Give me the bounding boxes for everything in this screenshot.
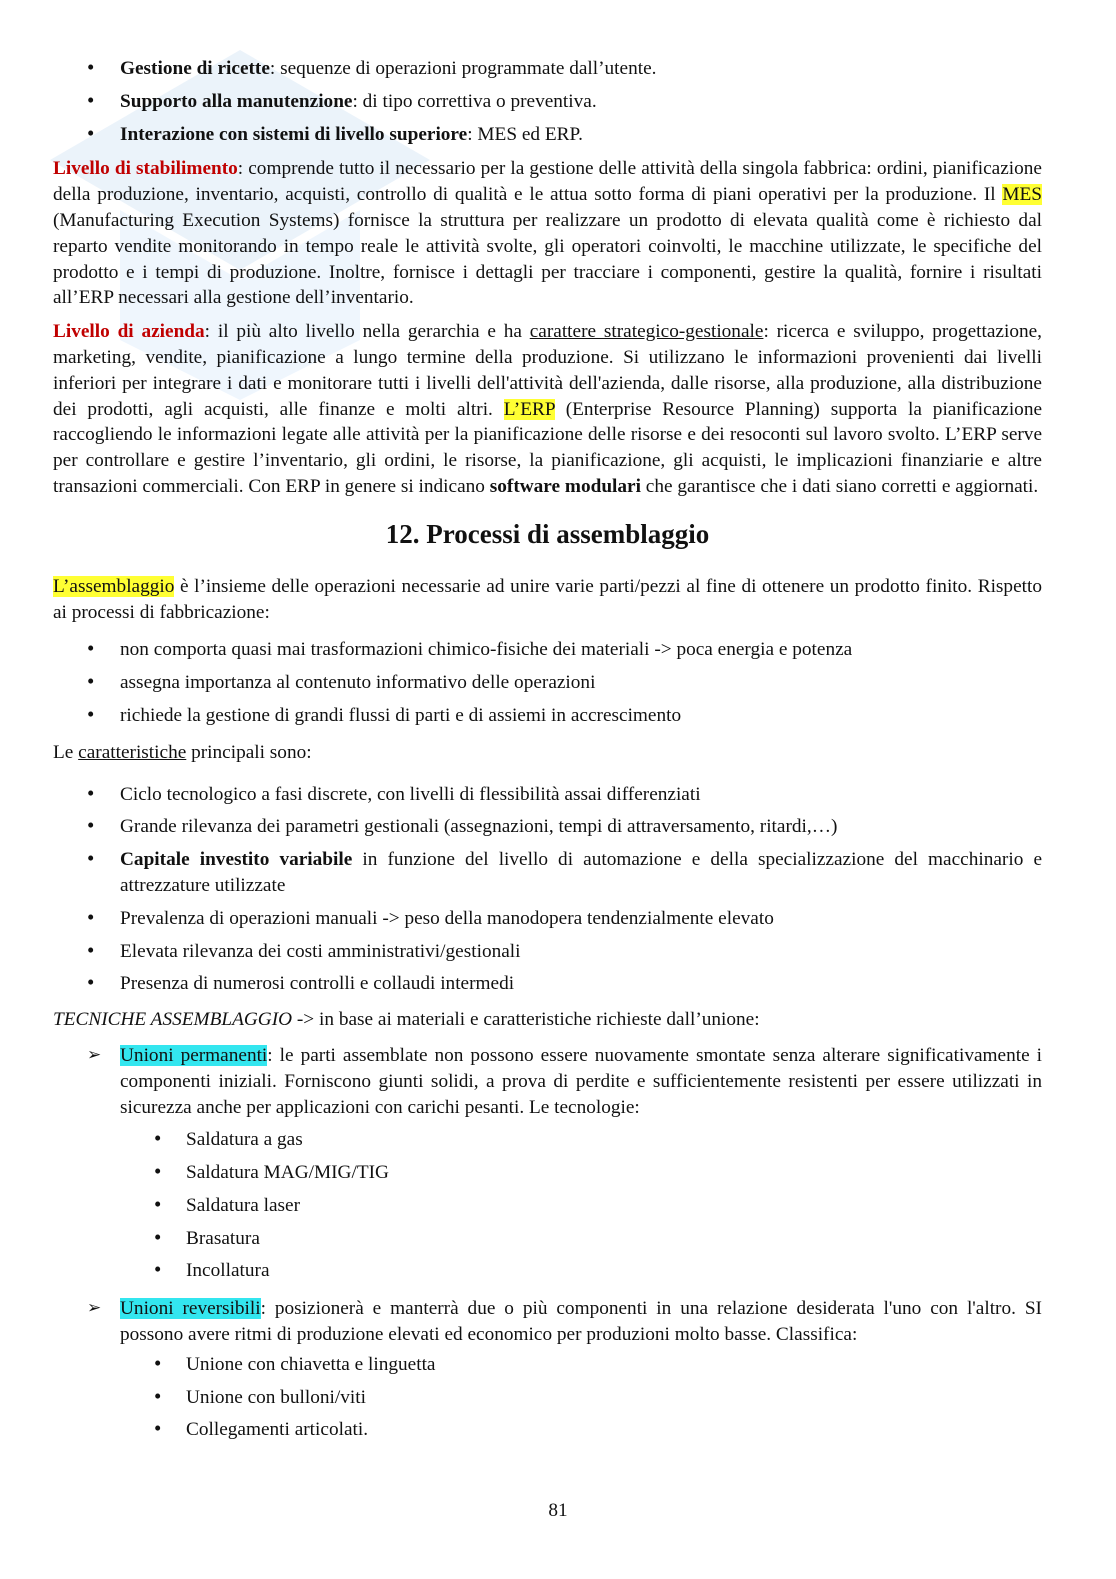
- bullet-icon: •: [87, 780, 95, 805]
- bullet-icon: •: [154, 1257, 162, 1282]
- bullet-icon: •: [154, 1191, 162, 1216]
- list-item: • Gestione di ricette: sequenze di operazioni programmate dall’utente.: [87, 55, 657, 79]
- arrow-bullet-icon: ➢: [87, 1044, 102, 1065]
- section-heading: 12. Processi di assemblaggio: [385, 518, 710, 549]
- list-item: • Unione con chiavetta e linguetta: [154, 1350, 436, 1375]
- bullet-icon: •: [87, 701, 95, 726]
- bullet-icon: •: [154, 1159, 162, 1184]
- document-page: [53, 56, 1042, 1450]
- bullet-icon: •: [154, 1383, 162, 1408]
- list-item: • Collegamenti articolati.: [154, 1416, 369, 1441]
- list-item-reversibili: ➢ Unioni reversibili: posizionerà e manterrà due o più componenti in una relazione desiderata l'uno con l'altro. SI possono avere ritmi di produzione elevati ed economico per produzioni molto basse. Classifica:: [87, 1298, 1042, 1346]
- paragraph-tecniche: TECNICHE ASSEMBLAGGIO -> in base ai materiali e caratteristiche richieste dall’unione:: [53, 1009, 760, 1031]
- list-item: • richiede la gestione di grandi flussi di parti e di assiemi in accrescimento: [87, 701, 682, 726]
- paragraph-stabilimento: Livello di stabilimento: comprende tutto il necessario per la gestione delle attività della singola fabbrica: ordini, pianificazione della produzione, inventario, acquisti, controllo di qualità e le attua sotto forma di piani operativi per la produzione. Il MES (Manufacturing Execution Systems) fornisce la struttura per realizzare un prodotto di elevata qualità come è richiesto dal reparto vendite monitorando in tempo reale le attività svolte, gli operatori coinvolti, le macchine utilizzate, le specifiche del prodotto e i tempi di produzione. Inoltre, fornisce i dettagli per tracciare i componenti, gestire la qualità, fornire i risultati all’ERP necessari alla gestione dell’inventario.: [53, 158, 1042, 309]
- list-item: • Supporto alla manutenzione: di tipo correttiva o preventiva.: [87, 87, 597, 112]
- bullet-icon: •: [87, 87, 95, 112]
- list-item: • non comporta quasi mai trasformazioni chimico-fisiche dei materiali -> poca energia e potenza: [87, 636, 853, 661]
- bullet-icon: •: [87, 669, 95, 694]
- list-item: • Saldatura MAG/MIG/TIG: [154, 1159, 389, 1184]
- bullet-icon: •: [87, 846, 95, 871]
- list-item: • Ciclo tecnologico a fasi discrete, con livelli di flessibilità assai differenziati: [87, 780, 701, 805]
- paragraph-characteristics: Le caratteristiche principali sono:: [53, 741, 312, 763]
- page-number: 81: [548, 1500, 568, 1521]
- list-item: • Prevalenza di operazioni manuali -> peso della manodopera tendenzialmente elevato: [87, 904, 774, 929]
- list-item: • Interazione con sistemi di livello superiore: MES ed ERP.: [87, 120, 583, 145]
- bullet-icon: •: [87, 813, 95, 838]
- paragraph-intro: L’assemblaggio è l’insieme delle operazioni necessarie ad unire varie parti/pezzi al fine di ottenere un prodotto finito. Rispetto ai processi di fabbricazione:: [53, 575, 1042, 623]
- list-item: • Grande rilevanza dei parametri gestionali (assegnazioni, tempi di attraversamento, ritardi,…): [87, 813, 838, 838]
- list-item-permanenti: ➢ Unioni permanenti: le parti assemblate non possono essere nuovamente smontate senza alterare significativamente i componenti iniziali. Forniscono giunti solidi, a prova di perdite e sufficientemente resistenti per essere utilizzati in sicurezza anche per applicazioni con carichi pesanti. Le tecnologie:: [87, 1044, 1042, 1118]
- bullet-icon: •: [87, 970, 95, 995]
- list-item: • assegna importanza al contenuto informativo delle operazioni: [87, 669, 596, 694]
- list-item: • Brasatura: [154, 1224, 260, 1249]
- paragraph-azienda: Livello di azienda: il più alto livello nella gerarchia e ha carattere strategico-gestionale: ricerca e sviluppo, progettazione, marketing, vendite, pianificazione a lungo termine della produzione. Si utilizzano le informazioni provenienti dai livelli inferiori per integrare i dati e monitorare tutti i livelli dell'attività dell'azienda, dalle risorse, alla produzione, alla distribuzione dei prodotti, agli acquisti, alle finanze e molti altri. L’ERP (Enterprise Resource Planning) supporta la pianificazione raccogliendo le informazioni legate alle attività per la pianificazione delle risorse e dei resoconti sul lavoro svolto. L’ERP serve per controllare e gestire l’inventario, gli ordini, le risorse, la pianificazione, gli acquisti, le implicazioni finanziarie e altre transazioni commerciali. Con ERP in genere si indicano software modulari che garantisce che i dati siano corretti e aggiornati.: [53, 321, 1043, 497]
- bullet-icon: •: [154, 1126, 162, 1151]
- list-item: • Incollatura: [154, 1257, 270, 1282]
- list-item: • Saldatura laser: [154, 1191, 301, 1216]
- bullet-icon: •: [87, 937, 95, 962]
- bullet-icon: •: [154, 1224, 162, 1249]
- arrow-bullet-icon: ➢: [87, 1298, 102, 1319]
- list-item: • Unione con bulloni/viti: [154, 1383, 366, 1408]
- bullet-icon: •: [87, 904, 95, 929]
- list-item: • Presenza di numerosi controlli e collaudi intermedi: [87, 970, 515, 995]
- list-item: • Capitale investito variabile in funzione del livello di automazione e della specializzazione del macchinario e attrezzature utilizzate: [87, 846, 1042, 896]
- bullet-icon: •: [87, 120, 95, 145]
- list-item: • Saldatura a gas: [154, 1126, 303, 1151]
- bullet-icon: •: [87, 636, 95, 661]
- bullet-icon: •: [154, 1350, 162, 1375]
- bullet-icon: •: [87, 55, 95, 79]
- list-item: • Elevata rilevanza dei costi amministrativi/gestionali: [87, 937, 521, 962]
- bullet-icon: •: [154, 1416, 162, 1441]
